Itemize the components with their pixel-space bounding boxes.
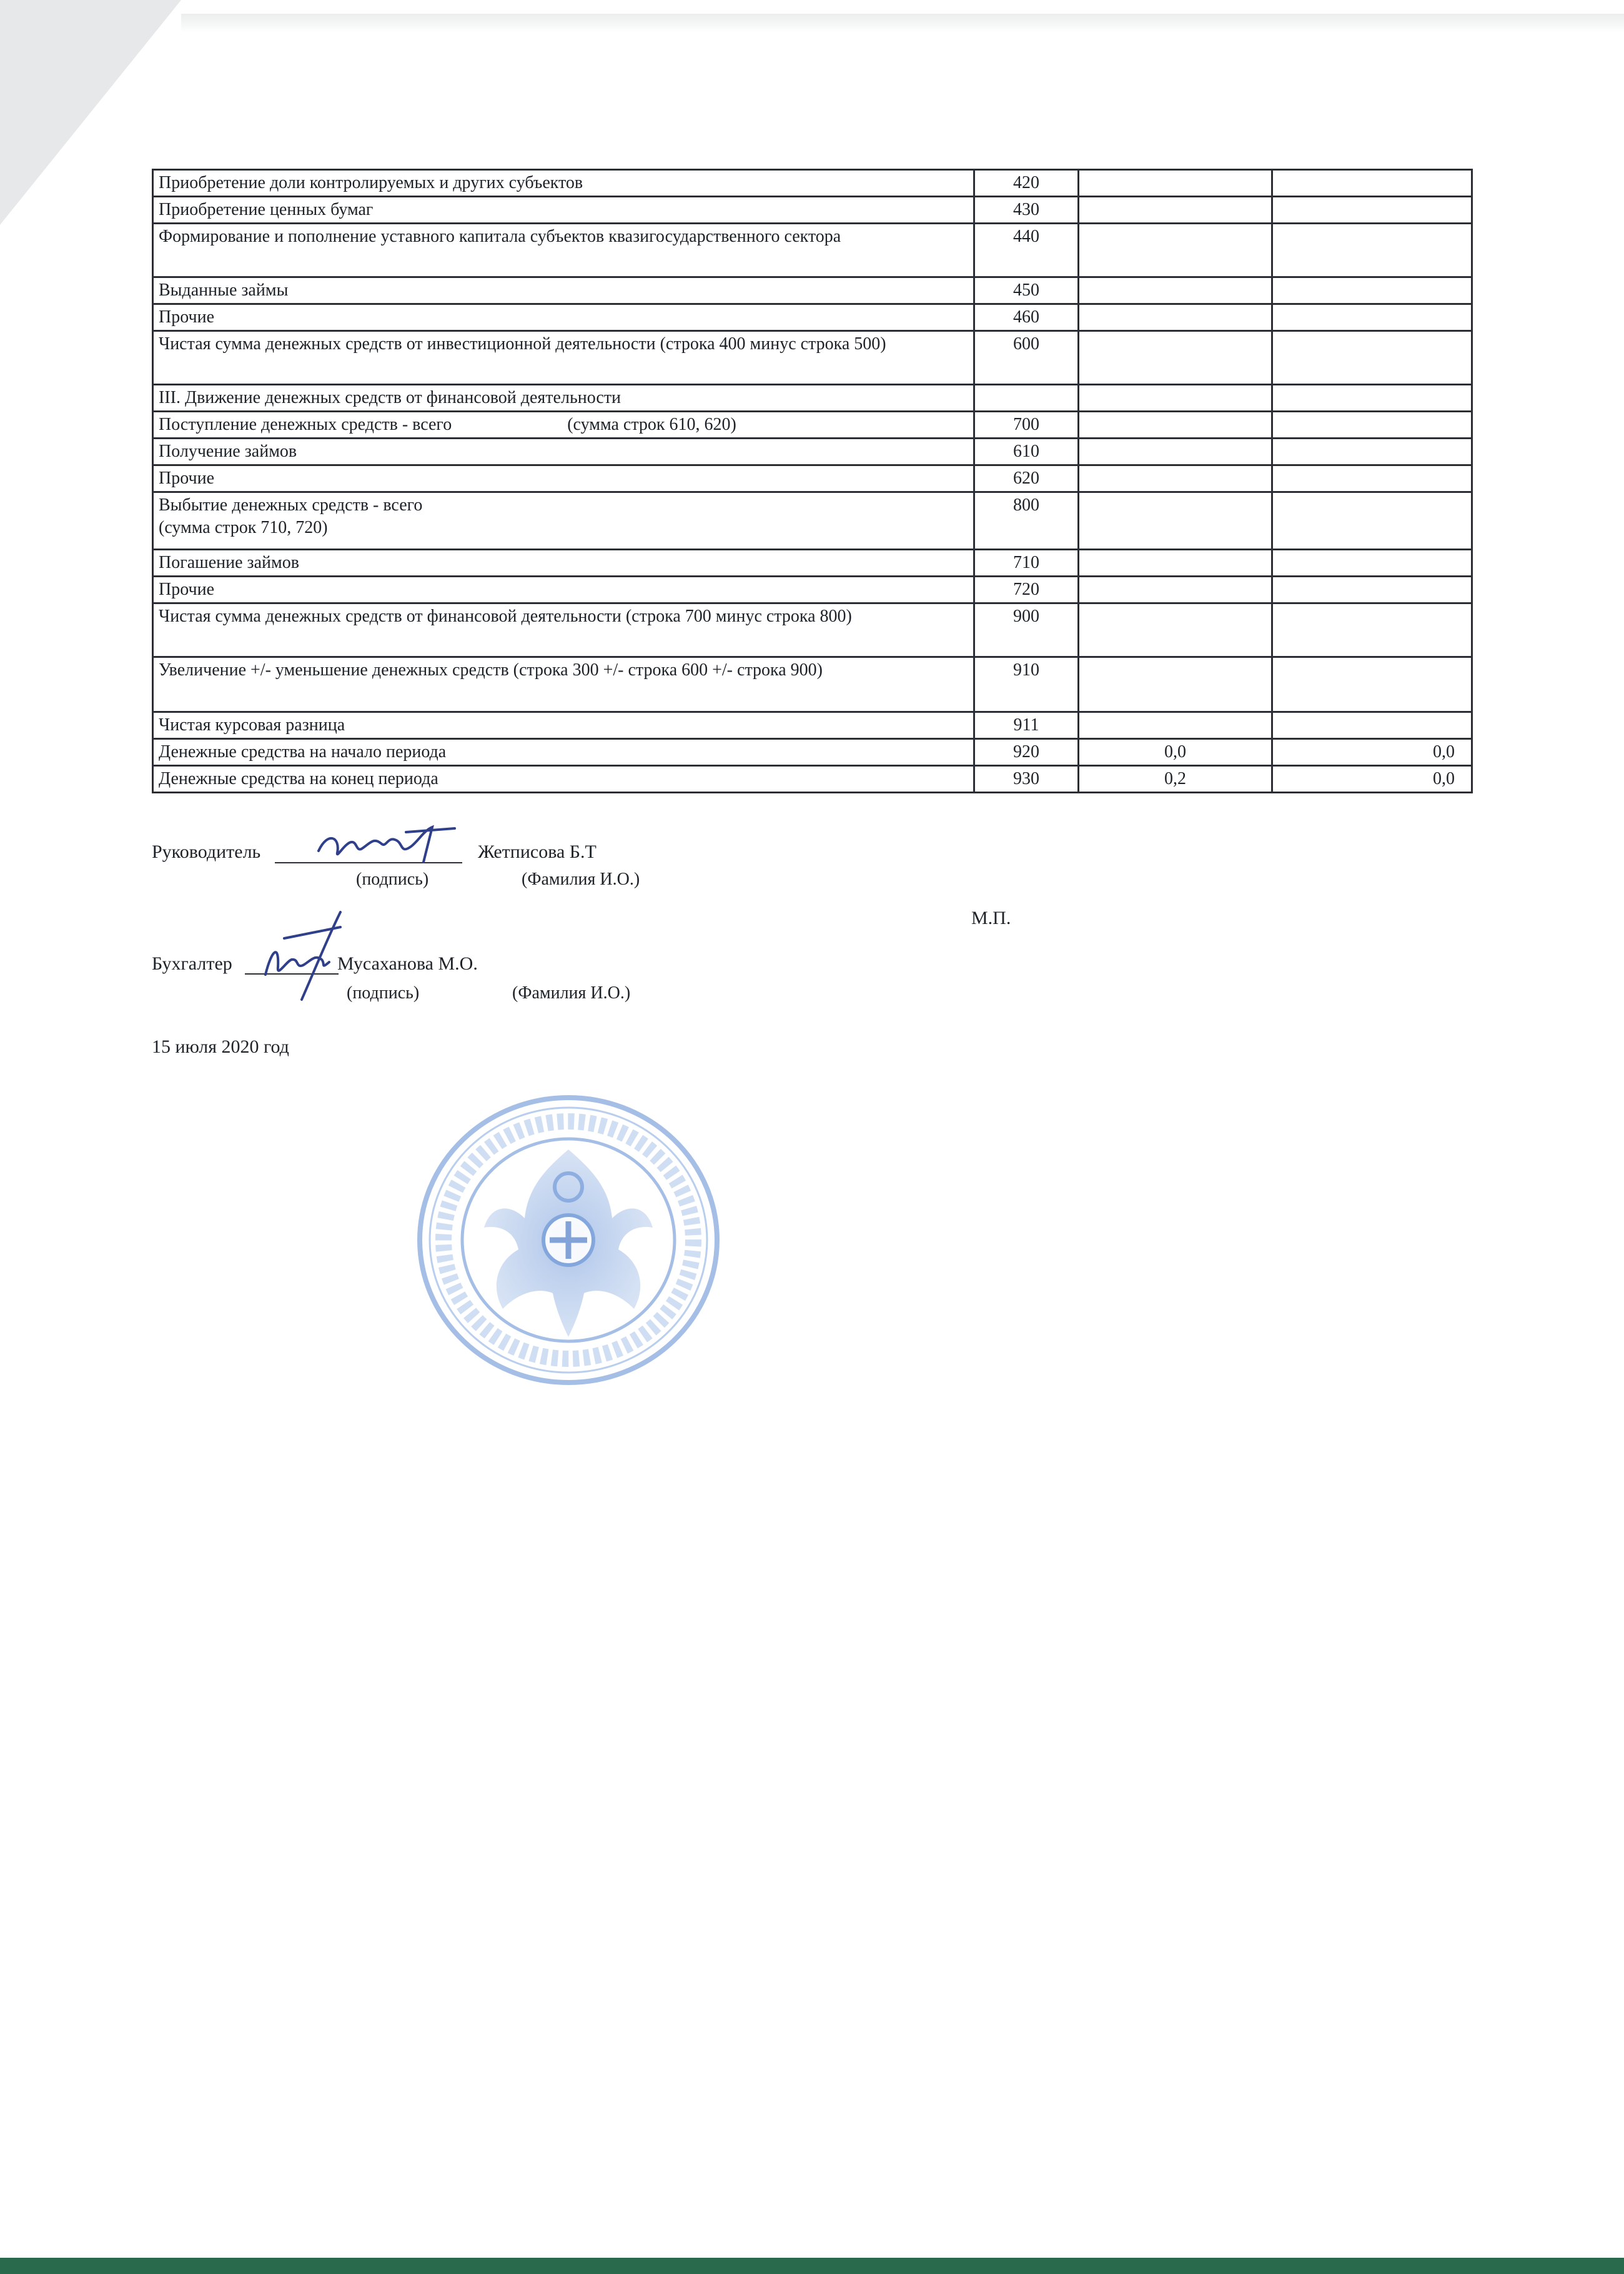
row-code: 610 <box>974 439 1079 465</box>
row-current <box>1079 657 1272 712</box>
row-label: Формирование и пополнение уставного капитала субъектов квазигосударственного сектора <box>153 224 974 277</box>
row-code: 720 <box>974 577 1079 603</box>
cash-flow-table <box>152 169 1473 793</box>
row-previous <box>1272 603 1472 657</box>
row-label: Денежные средства на конец периода <box>153 766 974 793</box>
row-current <box>1079 277 1272 304</box>
row-current <box>1079 412 1272 439</box>
table-row <box>153 412 1472 439</box>
row-current <box>1079 385 1272 412</box>
row-code: 440 <box>974 224 1079 277</box>
table-row <box>153 277 1472 304</box>
table-row <box>153 224 1472 277</box>
table-row <box>153 331 1472 385</box>
table-row <box>153 439 1472 465</box>
row-label: Прочие <box>153 465 974 492</box>
head-signature-caption: (подпись) <box>356 870 429 889</box>
row-label: Чистая курсовая разница <box>153 712 974 739</box>
row-label: Чистая сумма денежных средств от инвестиционной деятельности (строка 400 минус строка 500) <box>153 331 974 385</box>
row-label: Прочие <box>153 577 974 603</box>
row-label: Выданные займы <box>153 277 974 304</box>
row-previous <box>1272 170 1472 197</box>
table-row <box>153 603 1472 657</box>
table-row <box>153 712 1472 739</box>
row-code: 800 <box>974 492 1079 550</box>
row-previous: 0,0 <box>1272 739 1472 766</box>
head-name: Жетписова Б.Т <box>478 842 597 862</box>
row-previous <box>1272 331 1472 385</box>
row-code: 620 <box>974 465 1079 492</box>
row-code: 700 <box>974 412 1079 439</box>
handwritten-signature-icon <box>312 818 456 868</box>
head-name-caption: (Фамилия И.О.) <box>522 870 640 889</box>
official-seal <box>415 1093 721 1387</box>
table-row <box>153 492 1472 550</box>
row-current <box>1079 197 1272 224</box>
table-row <box>153 170 1472 197</box>
row-previous <box>1272 197 1472 224</box>
row-current <box>1079 550 1272 577</box>
row-label: Денежные средства на начало периода <box>153 739 974 766</box>
row-code: 911 <box>974 712 1079 739</box>
row-previous <box>1272 277 1472 304</box>
row-code: 600 <box>974 331 1079 385</box>
row-previous: 0,0 <box>1272 766 1472 793</box>
row-label-note: (сумма строк 610, 620) <box>567 415 736 434</box>
accountant-signature-caption: (подпись) <box>347 983 420 1003</box>
table-row <box>153 304 1472 331</box>
table-row <box>153 739 1472 766</box>
row-current: 0,2 <box>1079 766 1272 793</box>
row-label: Выбытие денежных средств - всего <box>159 495 423 515</box>
row-code <box>974 385 1079 412</box>
row-previous <box>1272 712 1472 739</box>
row-current <box>1079 603 1272 657</box>
scan-bottom-edge <box>0 2258 1624 2274</box>
stamp-place-label: М.П. <box>971 908 1011 928</box>
row-previous <box>1272 439 1472 465</box>
accountant-name-caption: (Фамилия И.О.) <box>512 983 631 1003</box>
table-row <box>153 550 1472 577</box>
row-label: Получение займов <box>153 439 974 465</box>
document-date: 15 июля 2020 год <box>152 1036 289 1057</box>
row-code: 430 <box>974 197 1079 224</box>
table-row <box>153 657 1472 712</box>
table-row <box>153 577 1472 603</box>
row-code: 450 <box>974 277 1079 304</box>
row-code: 420 <box>974 170 1079 197</box>
head-signature <box>312 818 456 868</box>
row-label: Увеличение +/- уменьшение денежных средств (строка 300 +/- строка 600 +/- строка 900) <box>153 657 974 712</box>
accountant-label: Бухгалтер <box>152 953 232 974</box>
row-current <box>1079 331 1272 385</box>
accountant-name: Мусаханова М.О. <box>337 953 478 974</box>
row-label-cell <box>153 412 974 439</box>
row-code: 460 <box>974 304 1079 331</box>
row-current <box>1079 224 1272 277</box>
section-title: III. Движение денежных средств от финансовой деятельности <box>153 385 974 412</box>
row-previous <box>1272 657 1472 712</box>
row-label: Приобретение доли контролируемых и других субъектов <box>153 170 974 197</box>
row-code: 920 <box>974 739 1079 766</box>
row-code: 900 <box>974 603 1079 657</box>
row-previous <box>1272 385 1472 412</box>
row-current <box>1079 492 1272 550</box>
row-label-note: (сумма строк 710, 720) <box>159 518 328 537</box>
row-current <box>1079 304 1272 331</box>
row-code: 930 <box>974 766 1079 793</box>
row-previous <box>1272 304 1472 331</box>
row-current <box>1079 465 1272 492</box>
table-row <box>153 766 1472 793</box>
row-label: Погашение займов <box>153 550 974 577</box>
row-current <box>1079 439 1272 465</box>
row-previous <box>1272 465 1472 492</box>
row-previous <box>1272 224 1472 277</box>
table-row <box>153 197 1472 224</box>
table-row <box>153 465 1472 492</box>
row-current <box>1079 712 1272 739</box>
row-label-cell <box>153 492 974 550</box>
row-label: Чистая сумма денежных средств от финансовой деятельности (строка 700 минус строка 800) <box>153 603 974 657</box>
row-label: Приобретение ценных бумаг <box>153 197 974 224</box>
head-label: Руководитель <box>152 842 261 862</box>
row-previous <box>1272 492 1472 550</box>
row-label: Прочие <box>153 304 974 331</box>
row-label: Поступление денежных средств - всего <box>159 415 452 434</box>
row-current <box>1079 170 1272 197</box>
section-header-row <box>153 385 1472 412</box>
scan-top-edge <box>181 14 1624 32</box>
row-current: 0,0 <box>1079 739 1272 766</box>
row-previous <box>1272 577 1472 603</box>
row-code: 710 <box>974 550 1079 577</box>
round-seal-icon <box>415 1093 721 1387</box>
row-previous <box>1272 412 1472 439</box>
row-code: 910 <box>974 657 1079 712</box>
row-previous <box>1272 550 1472 577</box>
row-current <box>1079 577 1272 603</box>
